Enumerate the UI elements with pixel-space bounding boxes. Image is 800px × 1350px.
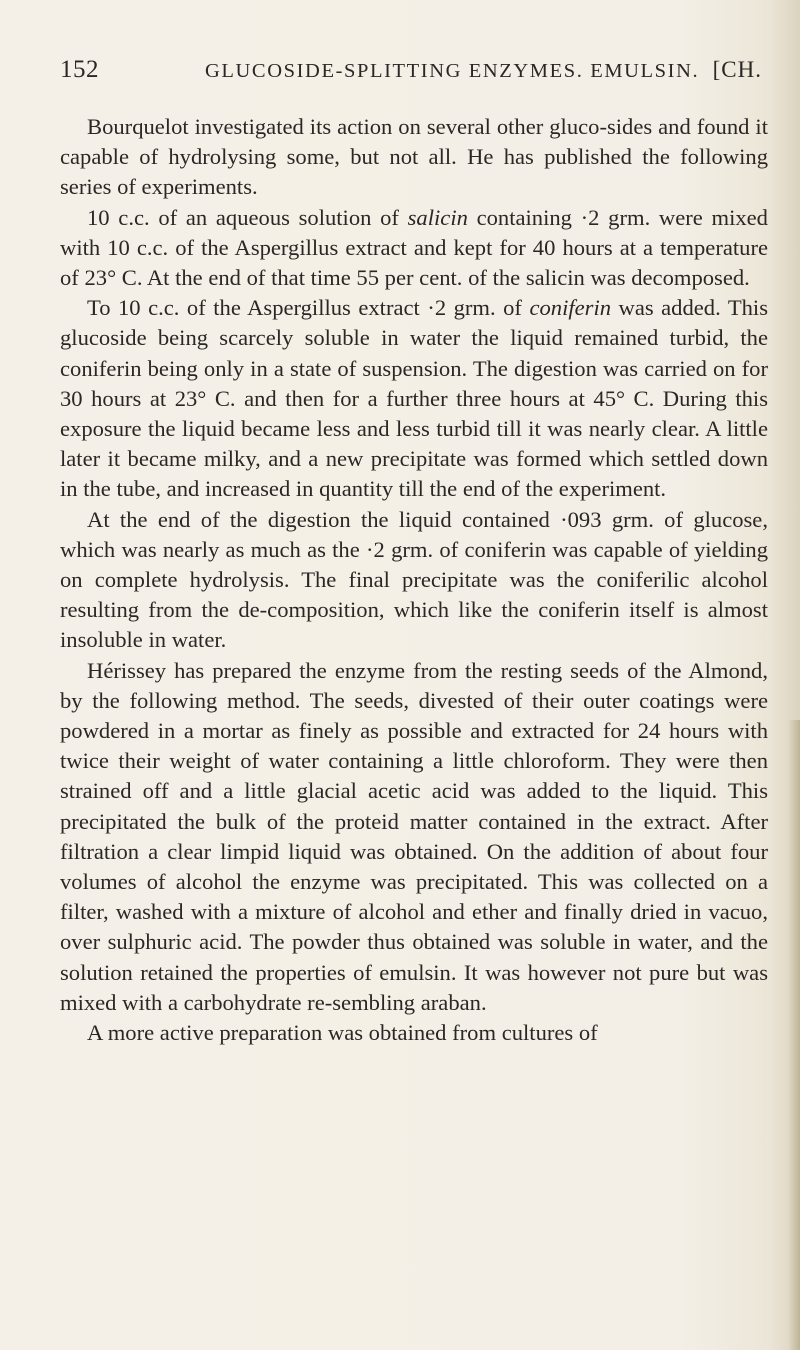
page-edge-shadow bbox=[788, 720, 800, 1350]
body-text bbox=[60, 112, 768, 1048]
text-run: was added. This glucoside being scarcely soluble in water the liquid remained turbid, the coniferin being only in a state of suspension. The digestion was carried on for 30 hours at 23° C. and then for a further three hours at 45° C. During this exposure the liquid became less and less turbid till it was nearly clear. A little later it became milky, and a new precipitate was formed which settled down in the tube, and increased in quantity till the end of the experiment. bbox=[60, 295, 768, 502]
chapter-marker: [CH. bbox=[712, 57, 762, 82]
paragraph bbox=[60, 112, 768, 203]
text-run: Bourquelot investigated its action on several other gluco-sides and found it capable of hydrolysing some, but not all. He has published the following series of experiments. bbox=[60, 114, 768, 200]
running-header bbox=[60, 56, 762, 96]
italic-term: salicin bbox=[407, 204, 468, 230]
text-run: A more active preparation was obtained from cultures of bbox=[87, 1020, 598, 1046]
paragraph bbox=[60, 505, 768, 656]
page-number: 152 bbox=[60, 56, 99, 83]
italic-term: coniferin bbox=[529, 295, 612, 321]
paragraph bbox=[60, 293, 768, 504]
paragraph bbox=[60, 656, 768, 1018]
text-run: To 10 c.c. of the Aspergillus extract ·2 grm. of bbox=[87, 295, 530, 321]
paragraph bbox=[60, 1018, 768, 1048]
text-run: At the end of the digestion the liquid contained ·093 grm. of glucose, which was nearly as much as the ·2 grm. of coniferin was capable of yielding on complete hydrolysis. The final precipitate was the coniferilic alcohol resulting from the de-composition, which like the coniferin itself is almost insoluble in water. bbox=[60, 506, 768, 653]
running-title: GLUCOSIDE-SPLITTING ENZYMES. EMULSIN. bbox=[205, 60, 700, 82]
text-run: 10 c.c. of an aqueous solution of bbox=[87, 204, 408, 230]
paragraph bbox=[60, 203, 768, 294]
text-run: Hérissey has prepared the enzyme from the resting seeds of the Almond, by the following method. The seeds, divested of their outer coatings were powdered in a mortar as finely as possible and extracted for 24 hours with twice their weight of water containing a little chloroform. They were then strained off and a little glacial acetic acid was added to the liquid. This precipitated the bulk of the proteid matter contained in the extract. After filtration a clear limpid liquid was obtained. On the addition of about four volumes of alcohol the enzyme was precipitated. This was collected on a filter, washed with a mixture of alcohol and ether and finally dried in vacuo, over sulphuric acid. The powder thus obtained was soluble in water, and the solution retained the properties of emulsin. It was however not pure but was mixed with a carbohydrate re-sembling araban. bbox=[60, 657, 768, 1015]
text-run: containing ·2 grm. were mixed with 10 c.c. of the Aspergillus extract and kept for 40 hours at a temperature of 23° C. At the end of that time 55 per cent. of the salicin was decomposed. bbox=[60, 204, 768, 291]
